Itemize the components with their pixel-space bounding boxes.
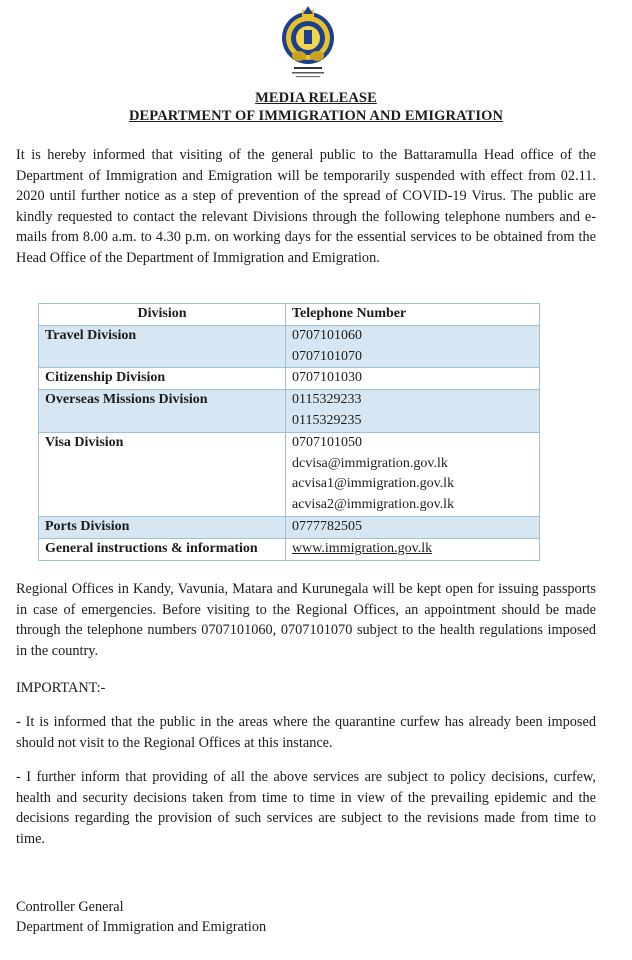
intro-paragraph: It is hereby informed that visiting of the general public to the Battaramulla Head office of the Department of Immigration and Emigration will be temporarily suspended with effect from 02.11. 2020 until further notice as a step of prevention of the spread of COVID-19 Virus. The public are kindly requested to contact the relevant Divisions through the following telephone numbers and e-mails from 8.00 a.m. to 4.30 p.m. on working days for the essential services to be obtained from the Head Office of the Department of Immigration and Emigration.: [16, 147, 596, 266]
email-link[interactable]: dcvisa@immigration.gov.lk: [292, 455, 448, 471]
division-name: General instructions & information: [39, 538, 286, 560]
email-link[interactable]: acvisa1@immigration.gov.lk: [292, 476, 455, 492]
contact-cell: [286, 390, 540, 433]
table-row: [39, 390, 540, 433]
page-title: MEDIA RELEASE: [255, 90, 377, 106]
regional-offices-paragraph: Regional Offices in Kandy, Vavunia, Matara and Kurunegala will be kept open for issuing passports in case of emergencies. Before visiting to the Regional Offices, an appointment should be made through the telephone numbers 0707101060, 0707101070 subject to the health regulations imposed in the country.: [16, 581, 596, 659]
division-column-header: Division: [39, 304, 286, 326]
contact-cell: [286, 432, 540, 516]
important-point-1: - It is informed that the public in the areas where the quarantine curfew has already been imposed should not visit to the Regional Offices at this instance.: [16, 714, 596, 751]
page-subtitle: DEPARTMENT OF IMMIGRATION AND EMIGRATION: [128, 108, 504, 124]
table-row: [39, 325, 540, 368]
table-row: [39, 368, 540, 390]
contact-line: 0707101030: [292, 370, 362, 386]
division-name: Ports Division: [39, 516, 286, 538]
contact-cell: [286, 538, 540, 560]
email-link[interactable]: acvisa2@immigration.gov.lk: [292, 497, 455, 513]
signatory-title: Controller General: [16, 899, 124, 915]
contact-cell: [286, 516, 540, 538]
contact-line: 0707101050: [292, 434, 362, 450]
important-label: IMPORTANT:-: [16, 680, 106, 696]
website-link[interactable]: www.immigration.gov.lk: [292, 540, 433, 556]
contact-line: 0115329235: [292, 412, 362, 428]
contact-line: 0707101060: [292, 327, 362, 343]
contact-line: 0707101070: [292, 348, 362, 364]
phone-column-header: Telephone Number: [286, 304, 540, 326]
contact-cell: [286, 325, 540, 368]
signatory-department: Department of Immigration and Emigration: [16, 919, 267, 935]
table-header-row: [39, 304, 540, 326]
division-name: Overseas Missions Division: [39, 390, 286, 433]
important-point-2: - I further inform that providing of all the above services are subject to policy decisions, curfew, health and security decisions taken from time to time in view of the prevailing epidemic and the decisions regarding the provision of such services are subject to the revisions made from time to time.: [16, 769, 596, 847]
divisions-table: [38, 303, 540, 561]
table-row: [39, 432, 540, 516]
contact-cell: [286, 368, 540, 390]
table-row: [39, 538, 540, 560]
contact-line: 0115329233: [292, 392, 362, 408]
division-name: Visa Division: [39, 432, 286, 516]
division-name: Travel Division: [39, 325, 286, 368]
contact-line: 0777782505: [292, 518, 362, 534]
emblem-icon: [280, 4, 336, 84]
division-name: Citizenship Division: [39, 368, 286, 390]
table-row: [39, 516, 540, 538]
